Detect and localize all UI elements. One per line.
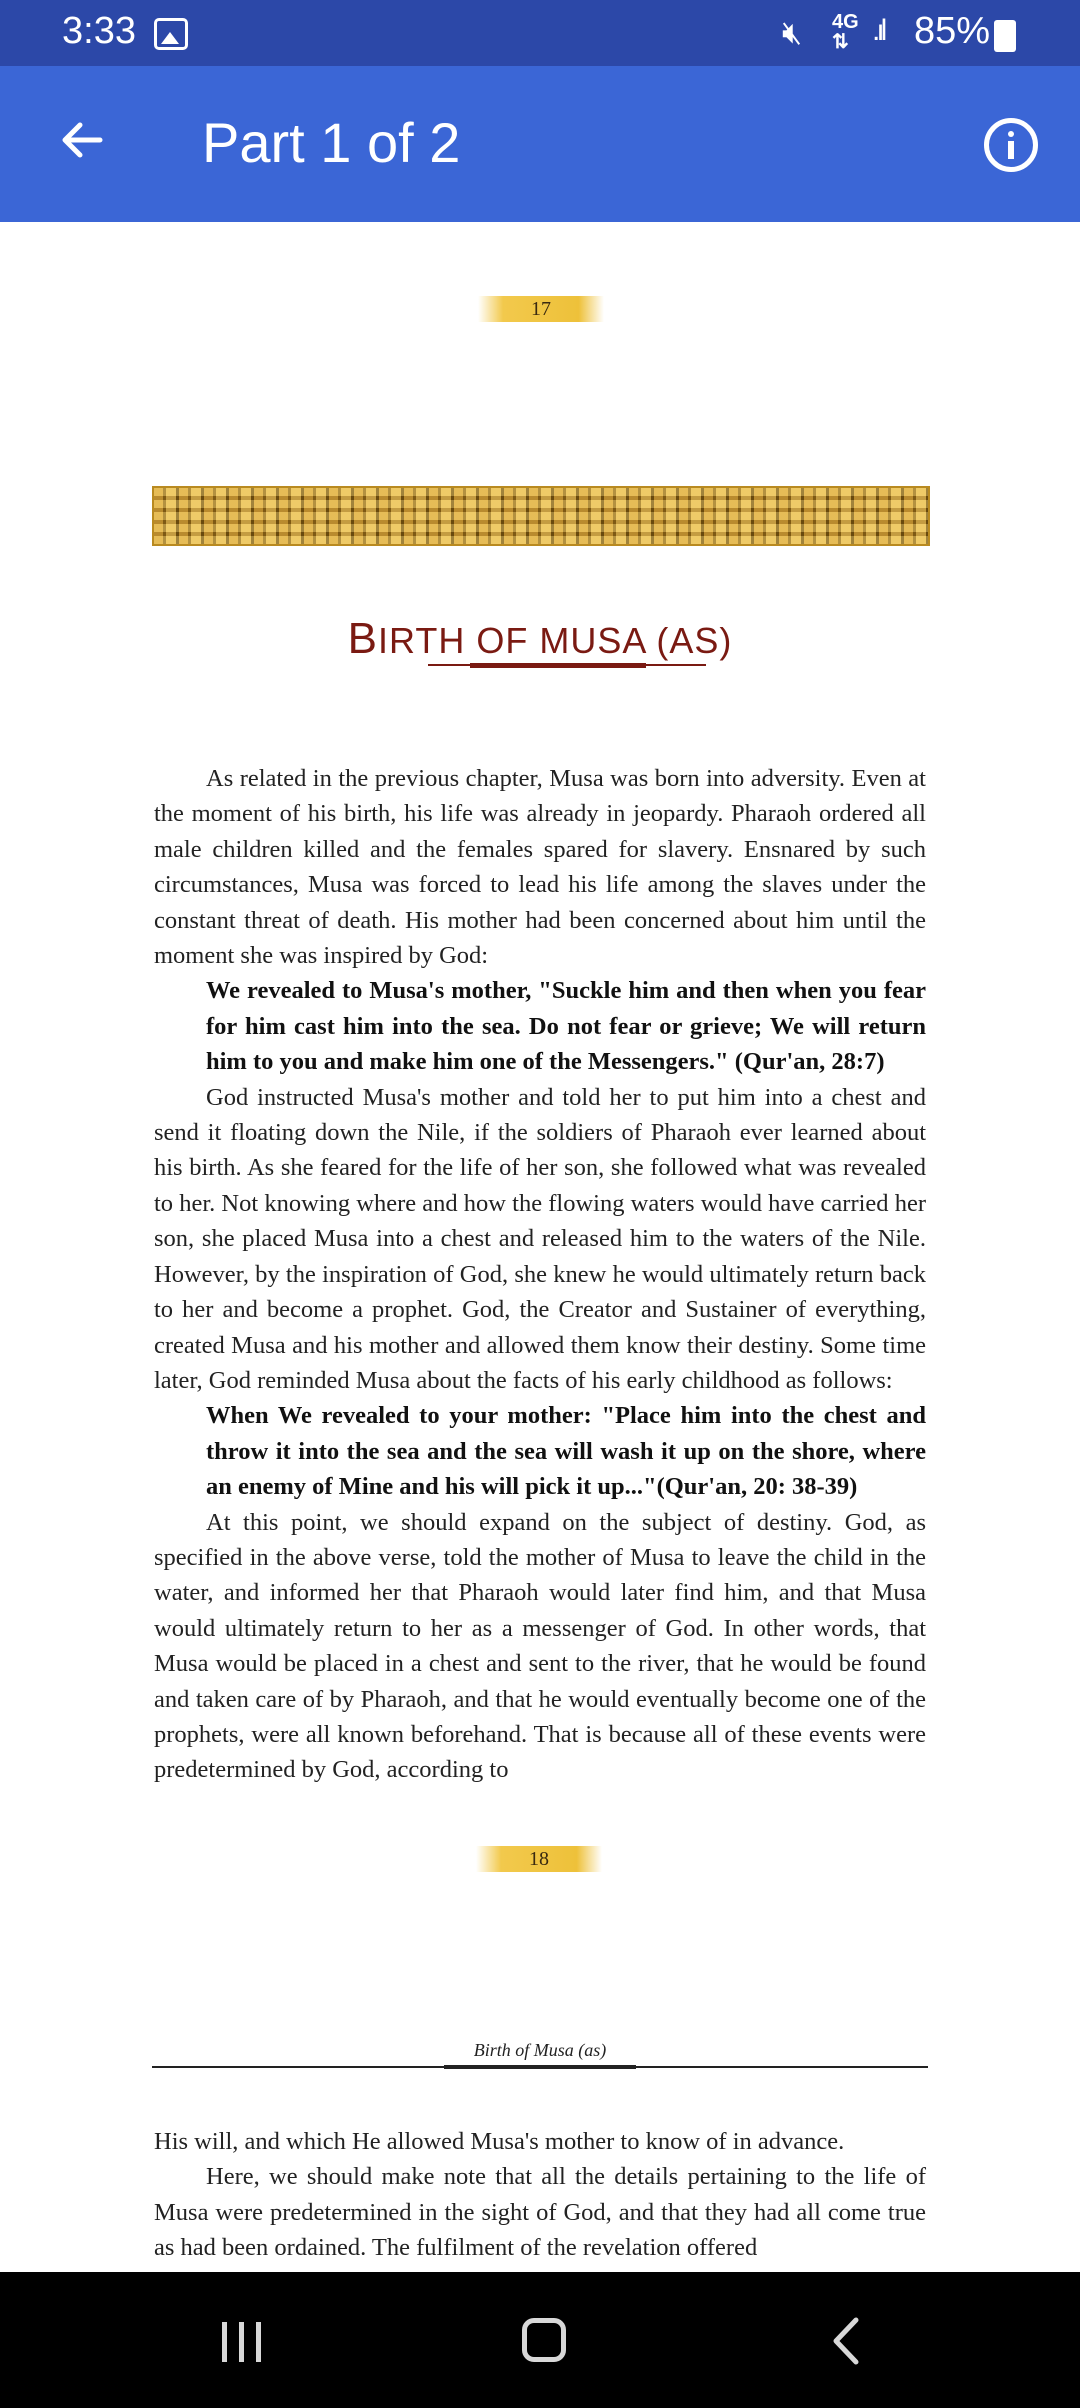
quran-quote: We revealed to Musa's mother, "Suckle him and then when you fear for him cast him into the sea. Do not fear or grieve; We will return him to you and make him one of the Messengers." (Qur'an, 28:7)	[206, 977, 926, 1076]
chapter-body	[154, 761, 926, 1788]
status-bar	[0, 0, 1080, 66]
chapter-title: BIRTH OF MUSA (AS)	[347, 614, 733, 663]
page-title: Part 1 of 2	[202, 111, 461, 174]
paragraph: God instructed Musa's mother and told her to put him into a chest and send it floating down the Nile, if the soldiers of Pharaoh ever learned about his birth. As she feared for the life of her son, she followed what was revealed to her. Not knowing where and how the flowing waters would have carried her son, she placed Musa into a chest and released him to the waters of the Nile. However, by the inspiration of God, she knew he would ultimately return back to her and become a prophet. God, the Creator and Sustainer of everything, created Musa and his mother and allowed them know their destiny. Some time later, God reminded Musa about the facts of his early childhood as follows:	[154, 1083, 926, 1394]
paragraph: As related in the previous chapter, Musa was born into adversity. Even at the moment of his birth, his life was already in jeopardy. Pharaoh ordered all male children killed and the females spared for slavery. Ensnared by such circumstances, Musa was forced to lead his life among the slaves under the constant threat of death. His mother had been concerned about him until the moment she was inspired by God:	[154, 765, 926, 970]
paragraph: Here, we should make note that all the details pertaining to the life of Musa were predetermined in the sight of God, and that they had all come true as had been ordained. The fulfilment of the revelation offered	[154, 2163, 926, 2262]
navigation-bar	[0, 2272, 1080, 2408]
arrow-left-icon[interactable]	[52, 110, 112, 170]
decorative-banner	[152, 486, 930, 546]
battery-icon	[994, 20, 1016, 52]
page-number: 18	[476, 1846, 602, 1872]
network-4g-icon: 4G ⇅	[832, 11, 859, 53]
page-number: 17	[478, 296, 604, 322]
paragraph: At this point, we should expand on the subject of destiny. God, as specified in the above verse, told the mother of Musa to leave the child in the water, and informed her that Pharaoh would later find him, and that Musa would ultimately return to her as a messenger of God. In other words, that Musa would be placed in a chest and sent to the river, that he would be found and taken care of by Pharaoh, and that he would eventually become one of the prophets, were all known beforehand. That is because all of these events were predetermined by God, according to	[154, 1508, 926, 1784]
back-icon[interactable]	[826, 2316, 866, 2366]
status-time: 3:33	[62, 10, 136, 52]
paragraph: His will, and which He allowed Musa's mother to know of in advance.	[154, 2128, 845, 2155]
title-underline-accent	[470, 663, 646, 668]
recents-icon[interactable]	[222, 2322, 264, 2362]
signal-icon: .ıl	[872, 14, 884, 47]
app-bar	[0, 66, 1080, 222]
page-body	[154, 2124, 926, 2266]
quran-quote: When We revealed to your mother: "Place him into the chest and throw it into the sea and the sea will wash it up on the shore, where an enemy of Mine and his will pick it up..."(Qur'an, 20: 38-39)	[206, 1402, 926, 1501]
running-head: Birth of Musa (as)	[473, 2040, 607, 2060]
gallery-icon	[154, 18, 188, 50]
home-icon[interactable]	[522, 2318, 566, 2362]
info-icon[interactable]	[984, 118, 1038, 172]
mute-icon: 🔇︎	[782, 14, 803, 50]
battery-percent: 85%	[914, 10, 991, 52]
header-rule-accent	[444, 2065, 636, 2069]
